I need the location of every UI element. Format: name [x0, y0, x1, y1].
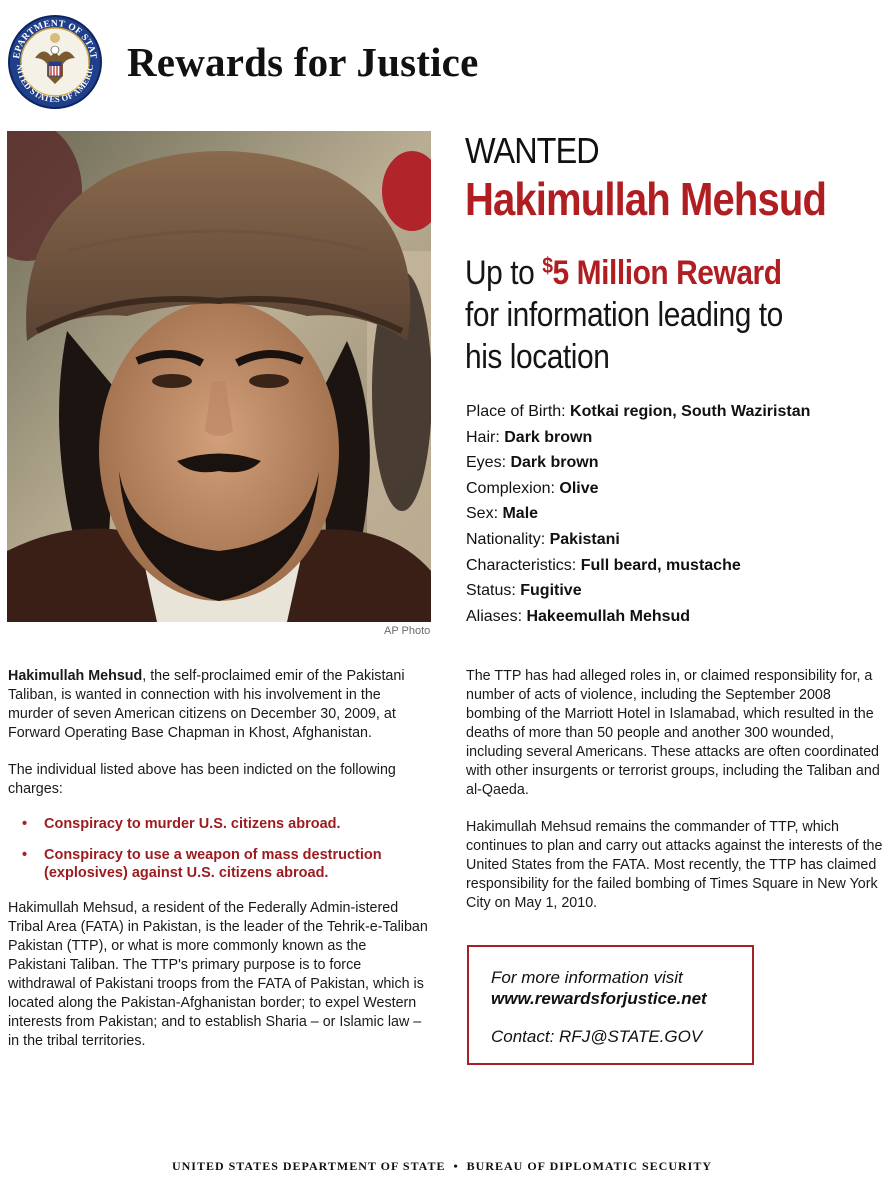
reward-line-3: his location: [465, 338, 610, 376]
detail-row: Aliases: Hakeemullah Mehsud: [466, 607, 691, 625]
reward-amount: 5 Million Reward: [552, 254, 782, 292]
header-title: Rewards for Justice: [127, 39, 479, 85]
charge-item: • Conspiracy to murder U.S. citizens abroad.: [22, 816, 341, 832]
intro-paragraph: Hakimullah Mehsud, the self-proclaimed emir of the Pakistani Taliban, is wanted in connection with his involvement in the murder of seven American citizens on December 30, 2009, at Forward Operating Base Chapman in Khost, Afghanistan.: [8, 668, 405, 741]
website-link[interactable]: www.rewardsforjustice.net: [491, 989, 707, 1008]
footer-department: UNITED STATES DEPARTMENT OF STATE: [171, 1159, 446, 1173]
detail-row: Place of Birth: Kotkai region, South Waziristan: [466, 403, 811, 420]
right-column: [466, 667, 884, 931]
detail-row: Sex: Male: [466, 505, 539, 523]
reward-text: [465, 245, 783, 378]
reward-line-2: for information leading to: [465, 296, 783, 334]
reward-prefix: Up to: [465, 254, 543, 292]
photo-credit: AP Photo: [384, 625, 431, 637]
wanted-name: Hakimullah Mehsud: [465, 173, 827, 225]
info-box: [467, 945, 754, 1065]
charge-item: • Conspiracy to use a weapon of mass destruction (explosives) against U.S. citizens abroad.: [22, 846, 382, 881]
charges-list: [22, 815, 428, 883]
indicted-paragraph: The individual listed above has been indicted on the following charges:: [8, 762, 396, 797]
reward-currency: $: [542, 253, 553, 278]
wanted-label: WANTED: [465, 130, 599, 171]
left-column: [8, 667, 428, 1069]
footer-bureau: BUREAU OF DIPLOMATIC SECURITY: [466, 1159, 713, 1173]
detail-row: Nationality: Pakistani: [466, 530, 620, 548]
detail-row: Eyes: Dark brown: [466, 454, 599, 472]
info-line: For more information visit: [491, 968, 683, 987]
resident-paragraph: Hakimullah Mehsud, a resident of the Federally Admin-istered Tribal Area (FATA) in Pakistan, is the leader of the Tehrik-e-Taliban Pakistan (TTP), or what is more commonly known as the Pakistani Taliban. The TTP's primary purpose is to force withdrawal of Pakistani troops from the FATA of Pakistan, which is located along the Pakistan-Afghanistan border; to expel Western interests from Pakistan; and to establish Sharia – or Islamic law – in the tribal territories.: [8, 899, 428, 1049]
suspect-photo: [7, 131, 431, 622]
footer: [0, 1159, 884, 1174]
ttp-violence-paragraph: The TTP has had alleged roles in, or claimed responsibility for, a number of acts of violence, including the September 2008 bombing of the Marriott Hotel in Islamabad, which resulted in the deaths of more than 50 people and another 300 wounded, including several Americans. These attacks are often coordinated with other insurgents or terrorist groups, including the Taliban and al-Qaeda.: [466, 668, 880, 798]
seal-text-top: EPARTMENT OF STAT: [12, 18, 98, 61]
suspect-details: [466, 399, 810, 629]
detail-row: Complexion: Olive: [466, 479, 599, 497]
detail-row: Status: Fugitive: [466, 582, 582, 600]
detail-row: Characteristics: Full beard, mustache: [466, 556, 741, 574]
footer-separator: •: [453, 1159, 459, 1173]
detail-row: Hair: Dark brown: [466, 428, 593, 446]
state-department-seal: [7, 14, 103, 110]
ttp-commander-paragraph: Hakimullah Mehsud remains the commander of TTP, which continues to plan and carry out attacks against the interests of the United States from the FATA. Most recently, the TTP has claimed responsibility for the failed bombing of Times Square in New York City on May 1, 2010.: [466, 819, 883, 911]
contact-email[interactable]: Contact: RFJ@STATE.GOV: [491, 1027, 703, 1046]
seal-text-bottom: NITED STATES OF AMERIC: [14, 63, 96, 105]
